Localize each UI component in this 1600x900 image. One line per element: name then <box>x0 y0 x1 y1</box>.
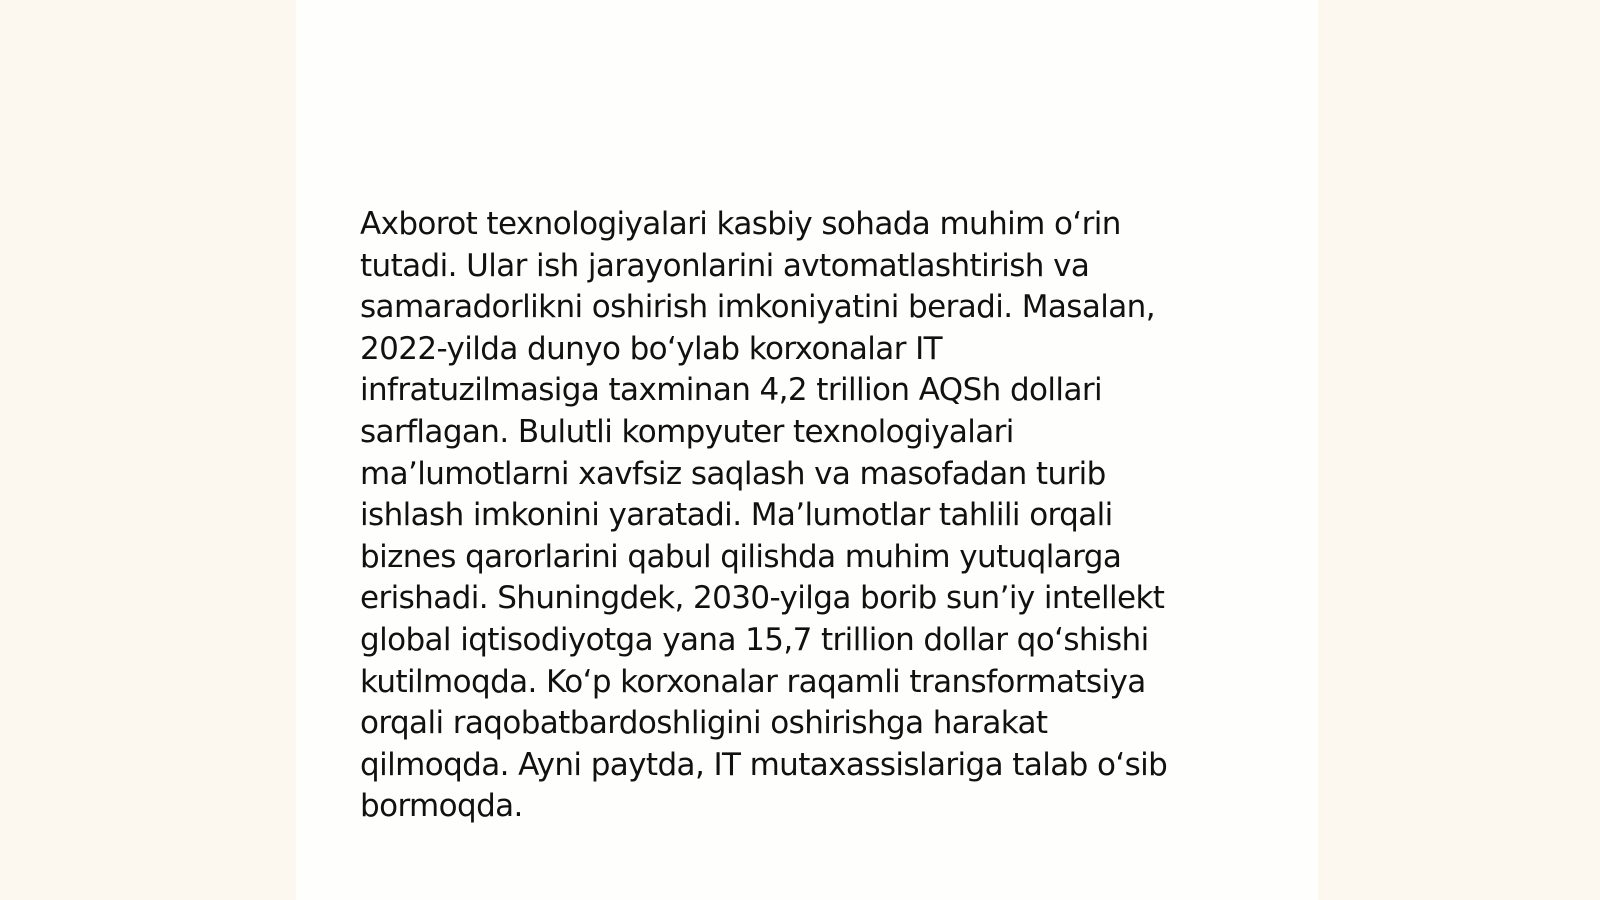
text-line: kutilmoqda. Ko‘p korxonalar raqamli transformatsiya <box>360 663 1146 700</box>
text-line: tutadi. Ular ish jarayonlarini avtomatlashtirish va <box>360 247 1090 284</box>
text-line: orqali raqobatbardoshligini oshirishga harakat <box>360 705 1048 742</box>
document-page <box>296 0 1318 900</box>
text-line: Axborot texnologiyalari kasbiy sohada muhim o‘rin <box>360 206 1121 242</box>
text-line: biznes qarorlarini qabul qilishda muhim yutuqlarga <box>360 538 1122 575</box>
text-line: ma’lumotlarni xavfsiz saqlash va masofadan turib <box>360 455 1106 492</box>
text-line: ishlash imkonini yaratadi. Ma’lumotlar tahlili orqali <box>360 497 1113 534</box>
text-line: erishadi. Shuningdek, 2030-yilga borib sun’iy intellekt <box>360 580 1165 617</box>
text-line: bormoqda. <box>360 788 523 825</box>
text-line: global iqtisodiyotga yana 15,7 trillion dollar qo‘shishi <box>360 621 1149 658</box>
body-paragraph <box>360 204 1260 828</box>
text-line: samaradorlikni oshirish imkoniyatini beradi. Masalan, <box>360 289 1155 326</box>
text-line: qilmoqda. Ayni paytda, IT mutaxassislariga talab o‘sib <box>360 746 1168 783</box>
text-line: infratuzilmasiga taxminan 4,2 trillion AQSh dollari <box>360 372 1102 409</box>
text-line: sarflagan. Bulutli kompyuter texnologiyalari <box>360 413 1014 450</box>
text-line: 2022-yilda dunyo bo‘ylab korxonalar IT <box>360 330 942 367</box>
